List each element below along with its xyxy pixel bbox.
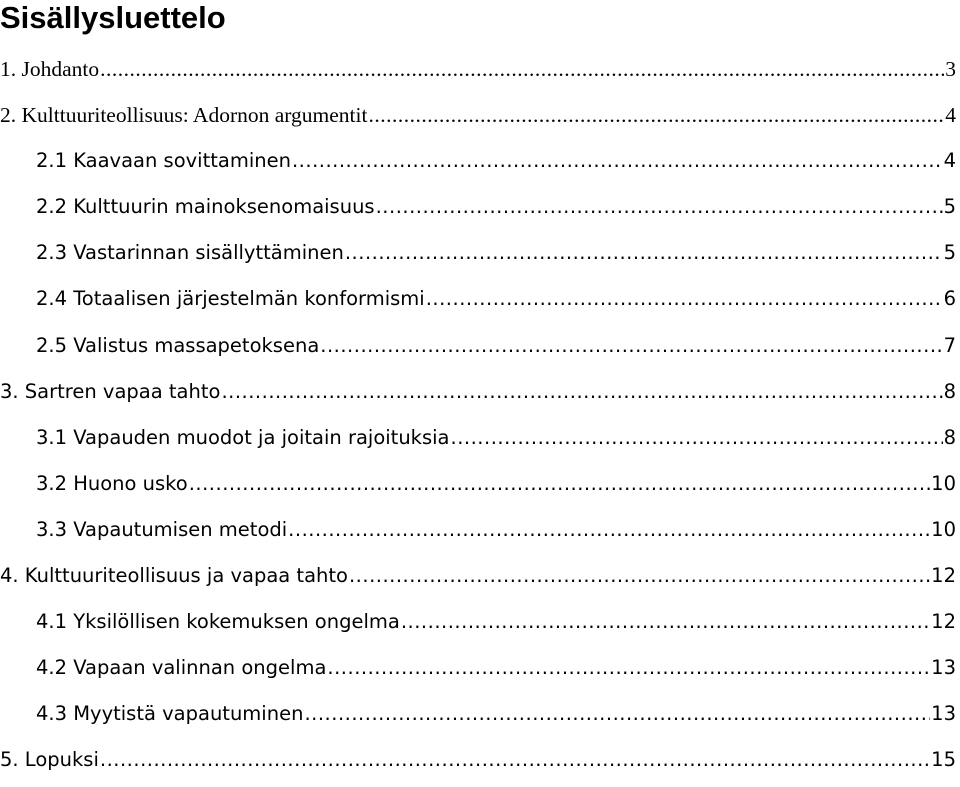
dot-leader [349,556,930,596]
toc-entry-lopuksi[interactable] [0,740,956,786]
toc-page-number: 13 [931,656,956,680]
toc-page-number: 10 [931,471,956,495]
toc-page-number: 4 [945,103,956,128]
toc-entry-label: 3.1 Vapauden muodot ja joitain rajoituksia [36,425,450,449]
toc-entry-myytista-vapautuminen[interactable] [0,694,956,740]
dot-leader [327,648,930,688]
dot-leader [189,464,930,504]
toc-entry-kulttuuriteollisuus[interactable] [0,95,956,141]
toc-page-number: 13 [931,702,956,726]
toc-entry-valistus[interactable] [0,326,956,372]
toc-page-number: 5 [943,241,956,265]
toc-entry-vapaan-valinnan-ongelma[interactable] [0,648,956,694]
table-of-contents [0,49,956,787]
toc-entry-vapauden-muodot[interactable] [0,418,956,464]
toc-entry-label: 3. Sartren vapaa tahto [0,379,221,403]
toc-entry-kulttuuriteollisuus-ja-vapaa-tahto[interactable] [0,556,956,602]
dot-leader [100,740,930,780]
dot-leader [288,510,930,550]
toc-entry-sartren-vapaa-tahto[interactable] [0,372,956,418]
toc-page-number: 15 [931,748,956,772]
toc-entry-mainoksenomaisuus[interactable] [0,187,956,233]
toc-page-number: 8 [943,425,956,449]
toc-title: Sisällysluettelo [0,0,226,35]
toc-entry-label: 4.2 Vapaan valinnan ongelma [36,656,327,680]
toc-entry-label: 2.5 Valistus massapetoksena [36,333,320,357]
toc-entry-yksilollisen-kokemuksen-ongelma[interactable] [0,602,956,648]
toc-page-number: 10 [931,517,956,541]
toc-page-number: 5 [943,195,956,219]
toc-entry-label: 5. Lopuksi [0,748,99,772]
toc-entry-label: 2.1 Kaavaan sovittaminen [36,149,291,173]
toc-page-number: 12 [931,564,956,588]
toc-entry-kaavaan-sovittaminen[interactable] [0,141,956,187]
dot-leader [426,279,943,319]
toc-entry-label: 2.4 Totaalisen järjestelmän konformismi [36,287,425,311]
toc-page-number: 12 [931,610,956,634]
toc-page-number: 4 [943,149,956,173]
dot-leader [304,694,930,734]
toc-entry-label: 2.2 Kulttuurin mainoksenomaisuus [36,195,375,219]
dot-leader [292,141,943,181]
toc-entry-label: 4. Kulttuuriteollisuus ja vapaa tahto [0,564,348,588]
toc-entry-huono-usko[interactable] [0,464,956,510]
dot-leader [368,95,944,135]
toc-entry-vastarinnan-sisallyttaminen[interactable] [0,233,956,279]
toc-entry-label: 3.2 Huono usko [36,471,188,495]
toc-entry-label: 2. Kulttuuriteollisuus: Adornon argumentit [0,103,368,128]
toc-entry-label: 4.3 Myytistä vapautuminen [36,702,304,726]
dot-leader [345,233,943,273]
dot-leader [401,602,930,642]
dot-leader [100,49,944,89]
toc-page-number: 6 [943,287,956,311]
toc-entry-vapautumisen-metodi[interactable] [0,510,956,556]
toc-entry-konformismi[interactable] [0,279,956,325]
toc-entry-label: 4.1 Yksilöllisen kokemuksen ongelma [36,610,400,634]
toc-entry-label: 2.3 Vastarinnan sisällyttäminen [36,241,344,265]
dot-leader [451,418,943,458]
toc-page-number: 3 [945,57,956,81]
toc-entry-johdanto[interactable] [0,49,956,95]
toc-entry-label: 3.3 Vapautumisen metodi [36,517,288,541]
dot-leader [376,187,943,227]
dot-leader [320,326,942,366]
toc-page-number: 7 [943,333,956,357]
dot-leader [221,372,942,412]
toc-entry-label: 1. Johdanto [0,57,100,81]
toc-page-number: 8 [943,379,956,403]
